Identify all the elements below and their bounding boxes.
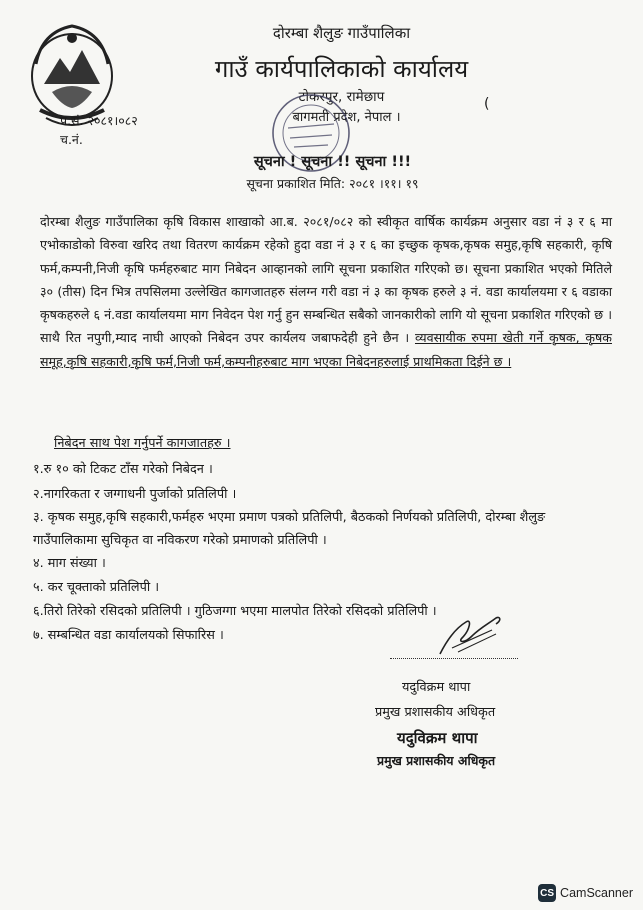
seal-signatory-name: यदुविक्रम थापा xyxy=(397,729,478,747)
camscanner-watermark xyxy=(538,884,633,902)
municipality-name: दोरम्बा शैलुङ गाउँपालिका xyxy=(272,24,411,42)
document-item: ७. सम्बन्धित वडा कार्यालयको सिफारिस । xyxy=(33,628,224,643)
document-item: ४. माग संख्या । xyxy=(33,556,106,571)
address-line-2: बागमती प्रदेश, नेपाल । xyxy=(292,110,401,125)
document-item: १.रु १० को टिकट टाँस गरेको निबेदन । xyxy=(33,462,213,477)
documents-heading: निबेदन साथ पेश गर्नुपर्ने कागजातहरु । xyxy=(54,436,231,451)
office-name: गाउँ कार्यपालिकाको कार्यालय xyxy=(214,55,469,83)
camscanner-label: CamScanner xyxy=(560,886,633,900)
notice-body-main: दोरम्बा शैलुङ गाउँपालिका कृषि विकास शाखाको आ.ब. २०८१/०८२ को स्वीकृत वार्षिक कार्यक्रम अनुसार वडा नं ३ र ६ मा एभोकाडोको विरुवा खरिद तथा वितरण कार्यक्रम रहेको हुदा वडा नं ३ र ६ का इच्छुक कृषक,कृषक समुह,कृषि सहकारी, कृषि फर्म,कम्पनी,निजी कृषि फर्महरुबाट माग निबेदन आव्हानको लागि सूचना प्रकाशित गरिएको छ। सूचना प्रकाशित भएको मितिले ३० (तीस) दिन भित्र तपसिलमा उल्लेखित कागजातहरु संलग्न गरी वडा नं ३ का कृषक हरुले ३ नं. वडा कार्यालयमा र ६ वडाका कृषकहरुले ६ नं.वडा कार्यालयमा माग निवेदन पेश गर्नु हुन सम्बन्धित सबैको जानकारीको लागि यो सूचना प्रकाशित गरिएको छ । साथै रित नपुगी,म्याद नाघी आएको निबेदन उपर कार्यलय जबाफदेही हुने छैन । xyxy=(40,214,612,346)
signatory-name: यदुविक्रम थापा xyxy=(402,680,471,695)
stray-mark: ( xyxy=(484,96,490,112)
document-item: ६.तिरो तिरेको रसिदको प्रतिलिपी । गुठिजग्गा भएमा मालपोत तिरेको रसिदको प्रतिलिपी । xyxy=(33,604,437,619)
notice-body xyxy=(40,210,612,373)
camscanner-icon: CS xyxy=(538,884,556,902)
signatory-title: प्रमुख प्रशासकीय अधिकृत xyxy=(375,705,496,720)
published-date: सूचना प्रकाशित मिति: २०८१ ।११। १९ xyxy=(246,176,419,191)
letter-number: प.सं. २०८१।०८२ xyxy=(60,113,138,128)
document-item: ३. कृषक समुह,कृषि सहकारी,फर्महरु भएमा प्रमाण पत्रको प्रतिलिपी, बैठकको निर्णयको प्रतिलिपी, दोरम्बा शैलुङ गाउँपालिकामा सुचिकृत वा नविकरण गरेको प्रमाणको प्रतिलिपी । xyxy=(33,510,546,548)
address-line-1: टोकरपुर, रामेछाप xyxy=(298,89,385,105)
document-item: ५. कर चूक्ताको प्रतिलिपी । xyxy=(33,580,160,595)
handwritten-signature xyxy=(400,608,530,668)
notice-body-priority: व्यवसायीक रुपमा खेती गर्ने कृषक, कृषक समूह,कृषि सहकारी,कृषि फर्म,निजी फर्म,कम्पनीहरुबाट माग भएका निबेदनहरुलाई प्राथमिकता दिईने छ । xyxy=(40,330,612,369)
dispatch-number: च.नं. xyxy=(60,132,83,147)
seal-signatory-title: प्रमुख प्रशासकीय अधिकृत xyxy=(377,753,496,768)
signature-line xyxy=(390,658,518,659)
notice-title: सूचना ! सूचना !! सूचना !!! xyxy=(253,154,412,170)
document-item: २.नागरिकता र जग्गाधनी पुर्जाको प्रतिलिपी । xyxy=(33,487,237,502)
